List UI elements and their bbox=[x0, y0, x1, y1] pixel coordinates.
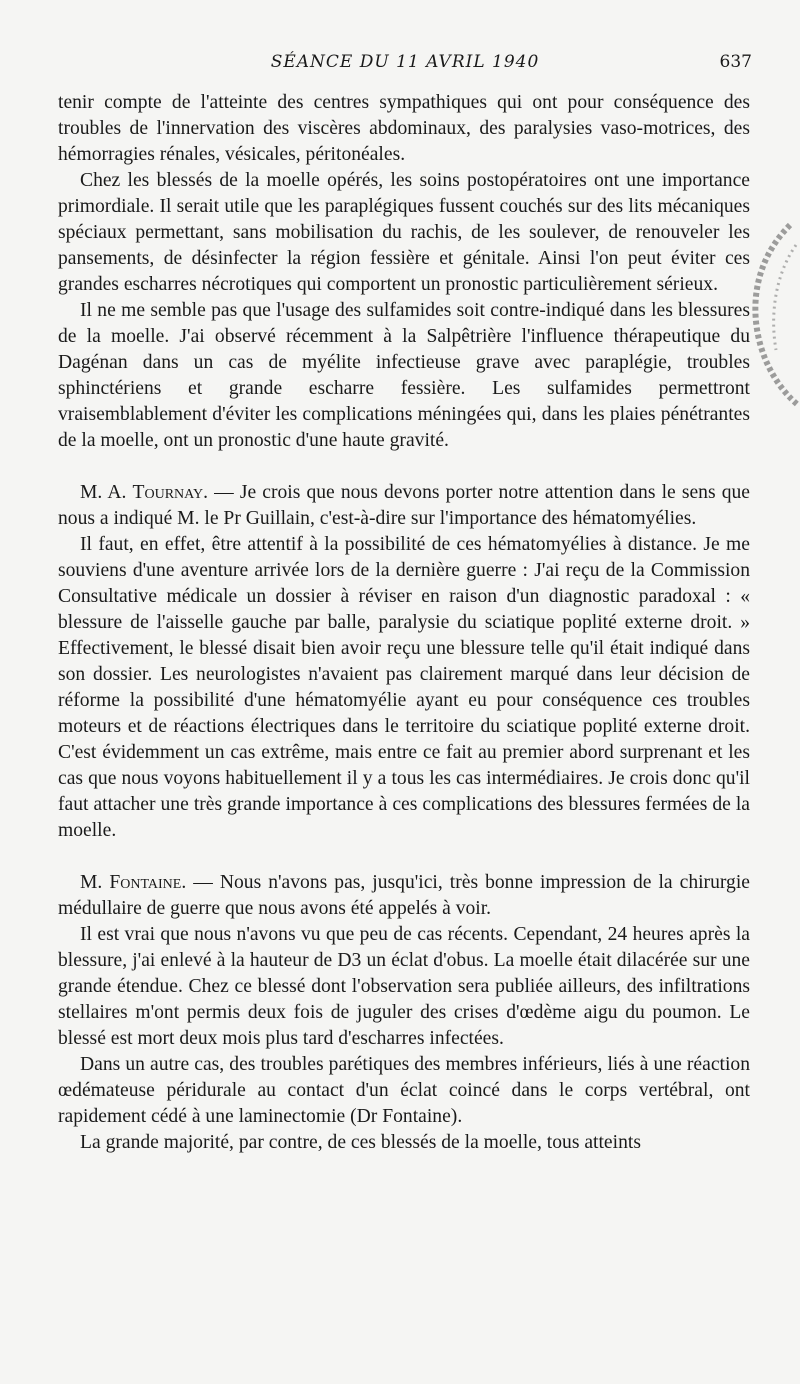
speaker-fontaine-name: Fontaine. bbox=[109, 872, 187, 893]
paragraph-9: La grande majorité, par contre, de ces blessés de la moelle, tous atteints bbox=[80, 1132, 641, 1153]
paragraph-3: Il ne me semble pas que l'usage des sulfamides soit contre-indiqué dans les blessures de la moelle. J'ai observé récemment à la Salpêtrière l'influence thérapeutique du Dagénan dans un cas de myélite infectieuse grave avec paraplégie, troubles sphinctériens et grande escharre fessière. Les sulfamides permettront vraisemblablement d'éviter les complications méningées qui, dans les plaies pénétrantes de la moelle, ont un pronostic d'une haute gravité. bbox=[58, 300, 750, 451]
speaker-tournay-prefix: M. A. bbox=[80, 482, 133, 503]
paragraph-4-text: — Je crois que nous devons porter notre attention dans le sens que nous a indiqué M. le Pr Guillain, c'est-à-dire sur l'importance des hématomyélies. bbox=[58, 482, 750, 529]
header-title: SÉANCE DU 11 AVRIL 1940 bbox=[270, 52, 540, 72]
text-body bbox=[58, 90, 750, 1156]
paragraph-fontaine bbox=[58, 870, 750, 922]
paragraph-6-text: — Nous n'avons pas, jusqu'ici, très bonne impression de la chirurgie médullaire de guerre que nous avons été appelés à voir. bbox=[58, 872, 750, 919]
paragraph-5: Il faut, en effet, être attentif à la possibilité de ces hématomyélies à distance. Je me souviens d'une aventure arrivée lors de la dernière guerre : J'ai reçu de la Commission Consultative médicale un dossier à réviser en raison d'un diagnostic paradoxal : « blessure de l'aisselle gauche par balle, paralysie du sciatique poplité externe droit. » Effectivement, le blessé disait bien avoir reçu une blessure telle qu'il était indiqué dans son dossier. Les neurologistes n'avaient pas clairement marqué dans leur décision de réforme la possibilité d'une hématomyélie ayant eu pour conséquence ces troubles moteurs et de réactions électriques dans le territoire du sciatique poplité externe droit. C'est évidemment un cas extrême, mais entre ce fait au premier abord surprenant et les cas que nous voyons habituellement il y a tous les cas intermédiaires. Je crois donc qu'il faut attacher une très grande importance à ces complications des blessures fermées de la moelle. bbox=[58, 534, 750, 841]
paragraph-2: Chez les blessés de la moelle opérés, les soins postopératoires ont une importance primordiale. Il serait utile que les paraplégiques fussent couchés sur des lits mécaniques spéciaux permettant, sans mobilisation du rachis, de les soulever, de renouveler les pansements, de désinfecter la région fessière et génitale. Ainsi l'on peut éviter ces grandes escharres nécrotiques qui comportent un pronostic particulièrement sérieux. bbox=[58, 170, 750, 295]
page-number: 637 bbox=[719, 52, 752, 72]
paragraph-8: Dans un autre cas, des troubles parétiques des membres inférieurs, liés à une réaction œdémateuse péridurale au contact d'un éclat coincé dans le corps vertébral, ont rapidement cédé à une laminectomie (Dr Fontaine). bbox=[58, 1054, 750, 1127]
library-stamp-graphic bbox=[730, 215, 800, 415]
speaker-fontaine-prefix: M. bbox=[80, 872, 110, 893]
paragraph-7: Il est vrai que nous n'avons vu que peu de cas récents. Cependant, 24 heures après la blessure, j'ai enlevé à la hauteur de D3 un éclat d'obus. La moelle était dilacérée sur une grande étendue. Chez ce blessé dont l'observation sera publiée ailleurs, des infiltrations stellaires m'ont permis deux fois de juguler des crises d'œdème aigu du poumon. Le blessé est mort deux mois plus tard d'escharres infectées. bbox=[58, 924, 750, 1049]
paragraph-1: tenir compte de l'atteinte des centres sympathiques qui ont pour conséquence des troubles de l'innervation des viscères abdominaux, des paralysies vaso-motrices, des hémorragies rénales, vésicales, péritonéales. bbox=[58, 92, 750, 165]
speaker-tournay-name: Tournay. bbox=[132, 482, 208, 503]
running-header bbox=[58, 52, 752, 80]
paragraph-tournay bbox=[58, 480, 750, 532]
